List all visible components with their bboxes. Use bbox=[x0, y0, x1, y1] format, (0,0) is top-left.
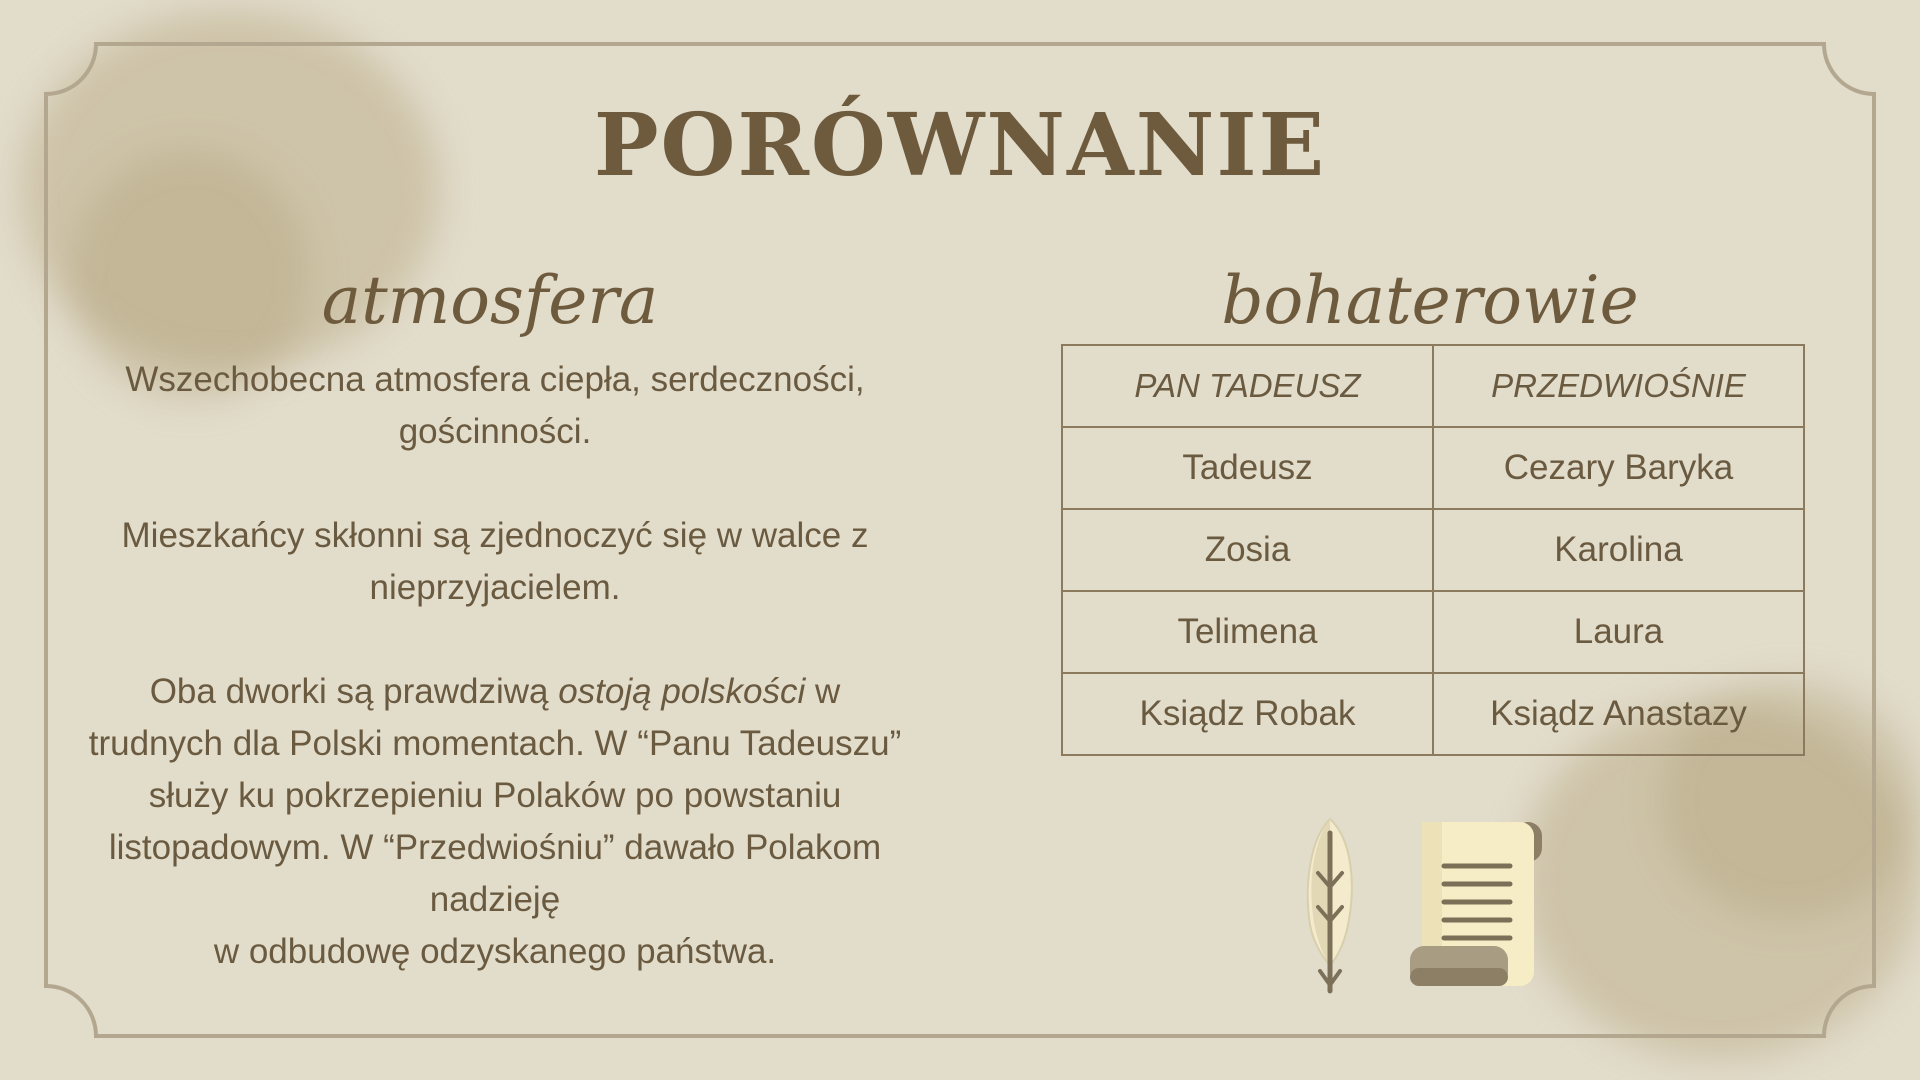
table-cell: Cezary Baryka bbox=[1433, 427, 1804, 509]
table-row bbox=[1062, 427, 1804, 509]
paper-scroll-icon bbox=[1408, 818, 1564, 990]
table-cell: Tadeusz bbox=[1062, 427, 1433, 509]
column-header-pan-tadeusz: PAN TADEUSZ bbox=[1062, 345, 1433, 427]
column-header-przedwiosnie: PRZEDWIOŚNIE bbox=[1433, 345, 1804, 427]
table-cell: Zosia bbox=[1062, 509, 1433, 591]
atmosphere-paragraph-3 bbox=[82, 666, 908, 978]
table-row bbox=[1062, 673, 1804, 755]
atmosphere-paragraph-2: Mieszkańcy skłonni są zjednoczyć się w walce z nieprzyjacielem. bbox=[121, 516, 869, 607]
table-cell: Ksiądz Robak bbox=[1062, 673, 1433, 755]
characters-comparison-table bbox=[1061, 344, 1805, 756]
atmosphere-heading: atmosfera bbox=[321, 262, 659, 339]
atmosphere-description bbox=[82, 354, 908, 978]
page-title: PORÓWNANIE bbox=[593, 95, 1327, 196]
characters-heading: bohaterowie bbox=[1221, 262, 1639, 339]
paragraph-3-text-end: w trudnych dla Polski momentach. W “Panu Tadeuszu” służy ku pokrzepieniu Polaków po powstaniu listopadowym. W “Przedwiośniu” dawało Polakom nadzieję bbox=[88, 672, 902, 919]
paragraph-3-text-start: Oba dworki są prawdziwą bbox=[149, 672, 559, 711]
table-header-row bbox=[1062, 345, 1804, 427]
table-row bbox=[1062, 591, 1804, 673]
table-cell: Karolina bbox=[1433, 509, 1804, 591]
table-cell: Ksiądz Anastazy bbox=[1433, 673, 1804, 755]
table-cell: Laura bbox=[1433, 591, 1804, 673]
atmosphere-paragraph-1: Wszechobecna atmosfera ciepła, serdeczności, gościnności. bbox=[125, 360, 865, 451]
paragraph-3-emphasis: ostoją polskości bbox=[558, 672, 806, 711]
table-row bbox=[1062, 509, 1804, 591]
feather-quill-icon bbox=[1300, 815, 1360, 995]
paragraph-3-last-line: w odbudowę odzyskanego państwa. bbox=[213, 932, 777, 971]
table-cell: Telimena bbox=[1062, 591, 1433, 673]
